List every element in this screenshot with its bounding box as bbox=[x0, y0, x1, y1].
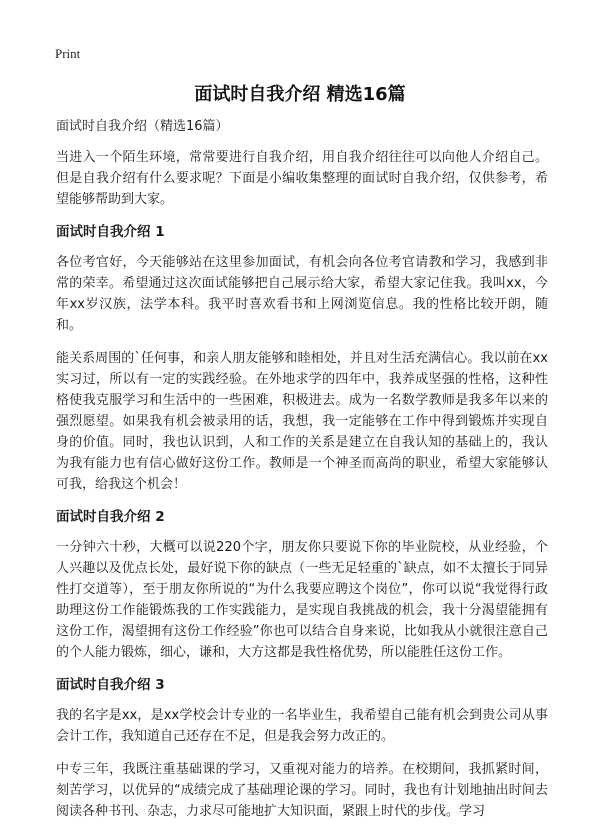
document-title: 面试时自我介绍 精选16篇 bbox=[194, 84, 406, 105]
print-label: Print bbox=[55, 46, 81, 61]
section-1-paragraph-1: 各位考官好，今天能够站在这里参加面试，有机会向各位考官请教和学习，我感到非常的荣幸。希望通过这次面试能够把自己展示给大家，希望大家记住我。我叫xx，今年xx岁汉族，法学本科。我平时喜欢看书和上网浏览信息。我的性格比较开朗，随和。 bbox=[56, 255, 548, 333]
document-body bbox=[56, 117, 548, 834]
document-subtitle: 面试时自我介绍（精选16篇） bbox=[56, 119, 229, 134]
section-3-paragraph-2: 中专三年，我既注重基础课的学习，又重视对能力的培养。在校期间，我抓紧时间，刻苦学习，以优异的“成绩完成了基础理论课的学习。同时，我也有计划地抽出时间去阅读各种书刊、杂志，力求尽可能地扩大知识面，紧跟上时代的步伐。学习 bbox=[56, 762, 548, 819]
intro-paragraph: 当进入一个陌生环境，常常要进行自我介绍，用自我介绍往往可以向他人介绍自己。但是自我介绍有什么要求呢？下面是小编收集整理的面试时自我介绍，仅供参考，希望能够帮助到大家。 bbox=[56, 150, 548, 207]
section-1-paragraph-2: 能关系周围的`任何事，和亲人朋友能够和睦相处，并且对生活充满信心。我以前在xx实习过，所以有一定的实践经验。在外地求学的四年中，我养成坚强的性格，这种性格使我克服学习和生活中的一些困难，积极进去。成为一名数学教师是我多年以来的强烈愿望。如果我有机会被录用的话，我想，我一定能够在工作中得到锻炼并实现自身的价值。同时，我也认识到，人和工作的关系是建立在自我认知的基础上的，我认为我有能力也有信心做好这份工作。教师是一个神圣而高尚的职业，希望大家能够认可我，给我这个机会！ bbox=[56, 351, 548, 492]
section-heading-1: 面试时自我介绍 1 bbox=[56, 224, 165, 240]
section-3-paragraph-1: 我的名字是xx，是xx学校会计专业的一名毕业生，我希望自己能有机会到贵公司从事会计工作，我知道自己还存在不足，但是我会努力改正的。 bbox=[56, 708, 548, 744]
section-2-paragraph-1: 一分钟六十秒，大概可以说220个字，朋友你只要说下你的毕业院校，从业经验，个人兴趣以及优点长处，最好说下你的缺点（一些无足轻重的`缺点，如不太擅长于同异性打交道等），至于朋友你所说的“为什么我要应聘这个岗位”，你可以说“我觉得行政助理这份工作能锻炼我的工作实践能力，是实现自我挑战的机会，我十分渴望能拥有这份工作，渴望拥有这份工作经验”你也可以结合自身来说，比如我从小就很注意自己的个人能力锻炼，细心，谦和，大方这都是我性格优势，所以能胜任这份工作。 bbox=[56, 540, 548, 660]
section-heading-2: 面试时自我介绍 2 bbox=[56, 509, 165, 525]
section-heading-3: 面试时自我介绍 3 bbox=[56, 677, 165, 693]
